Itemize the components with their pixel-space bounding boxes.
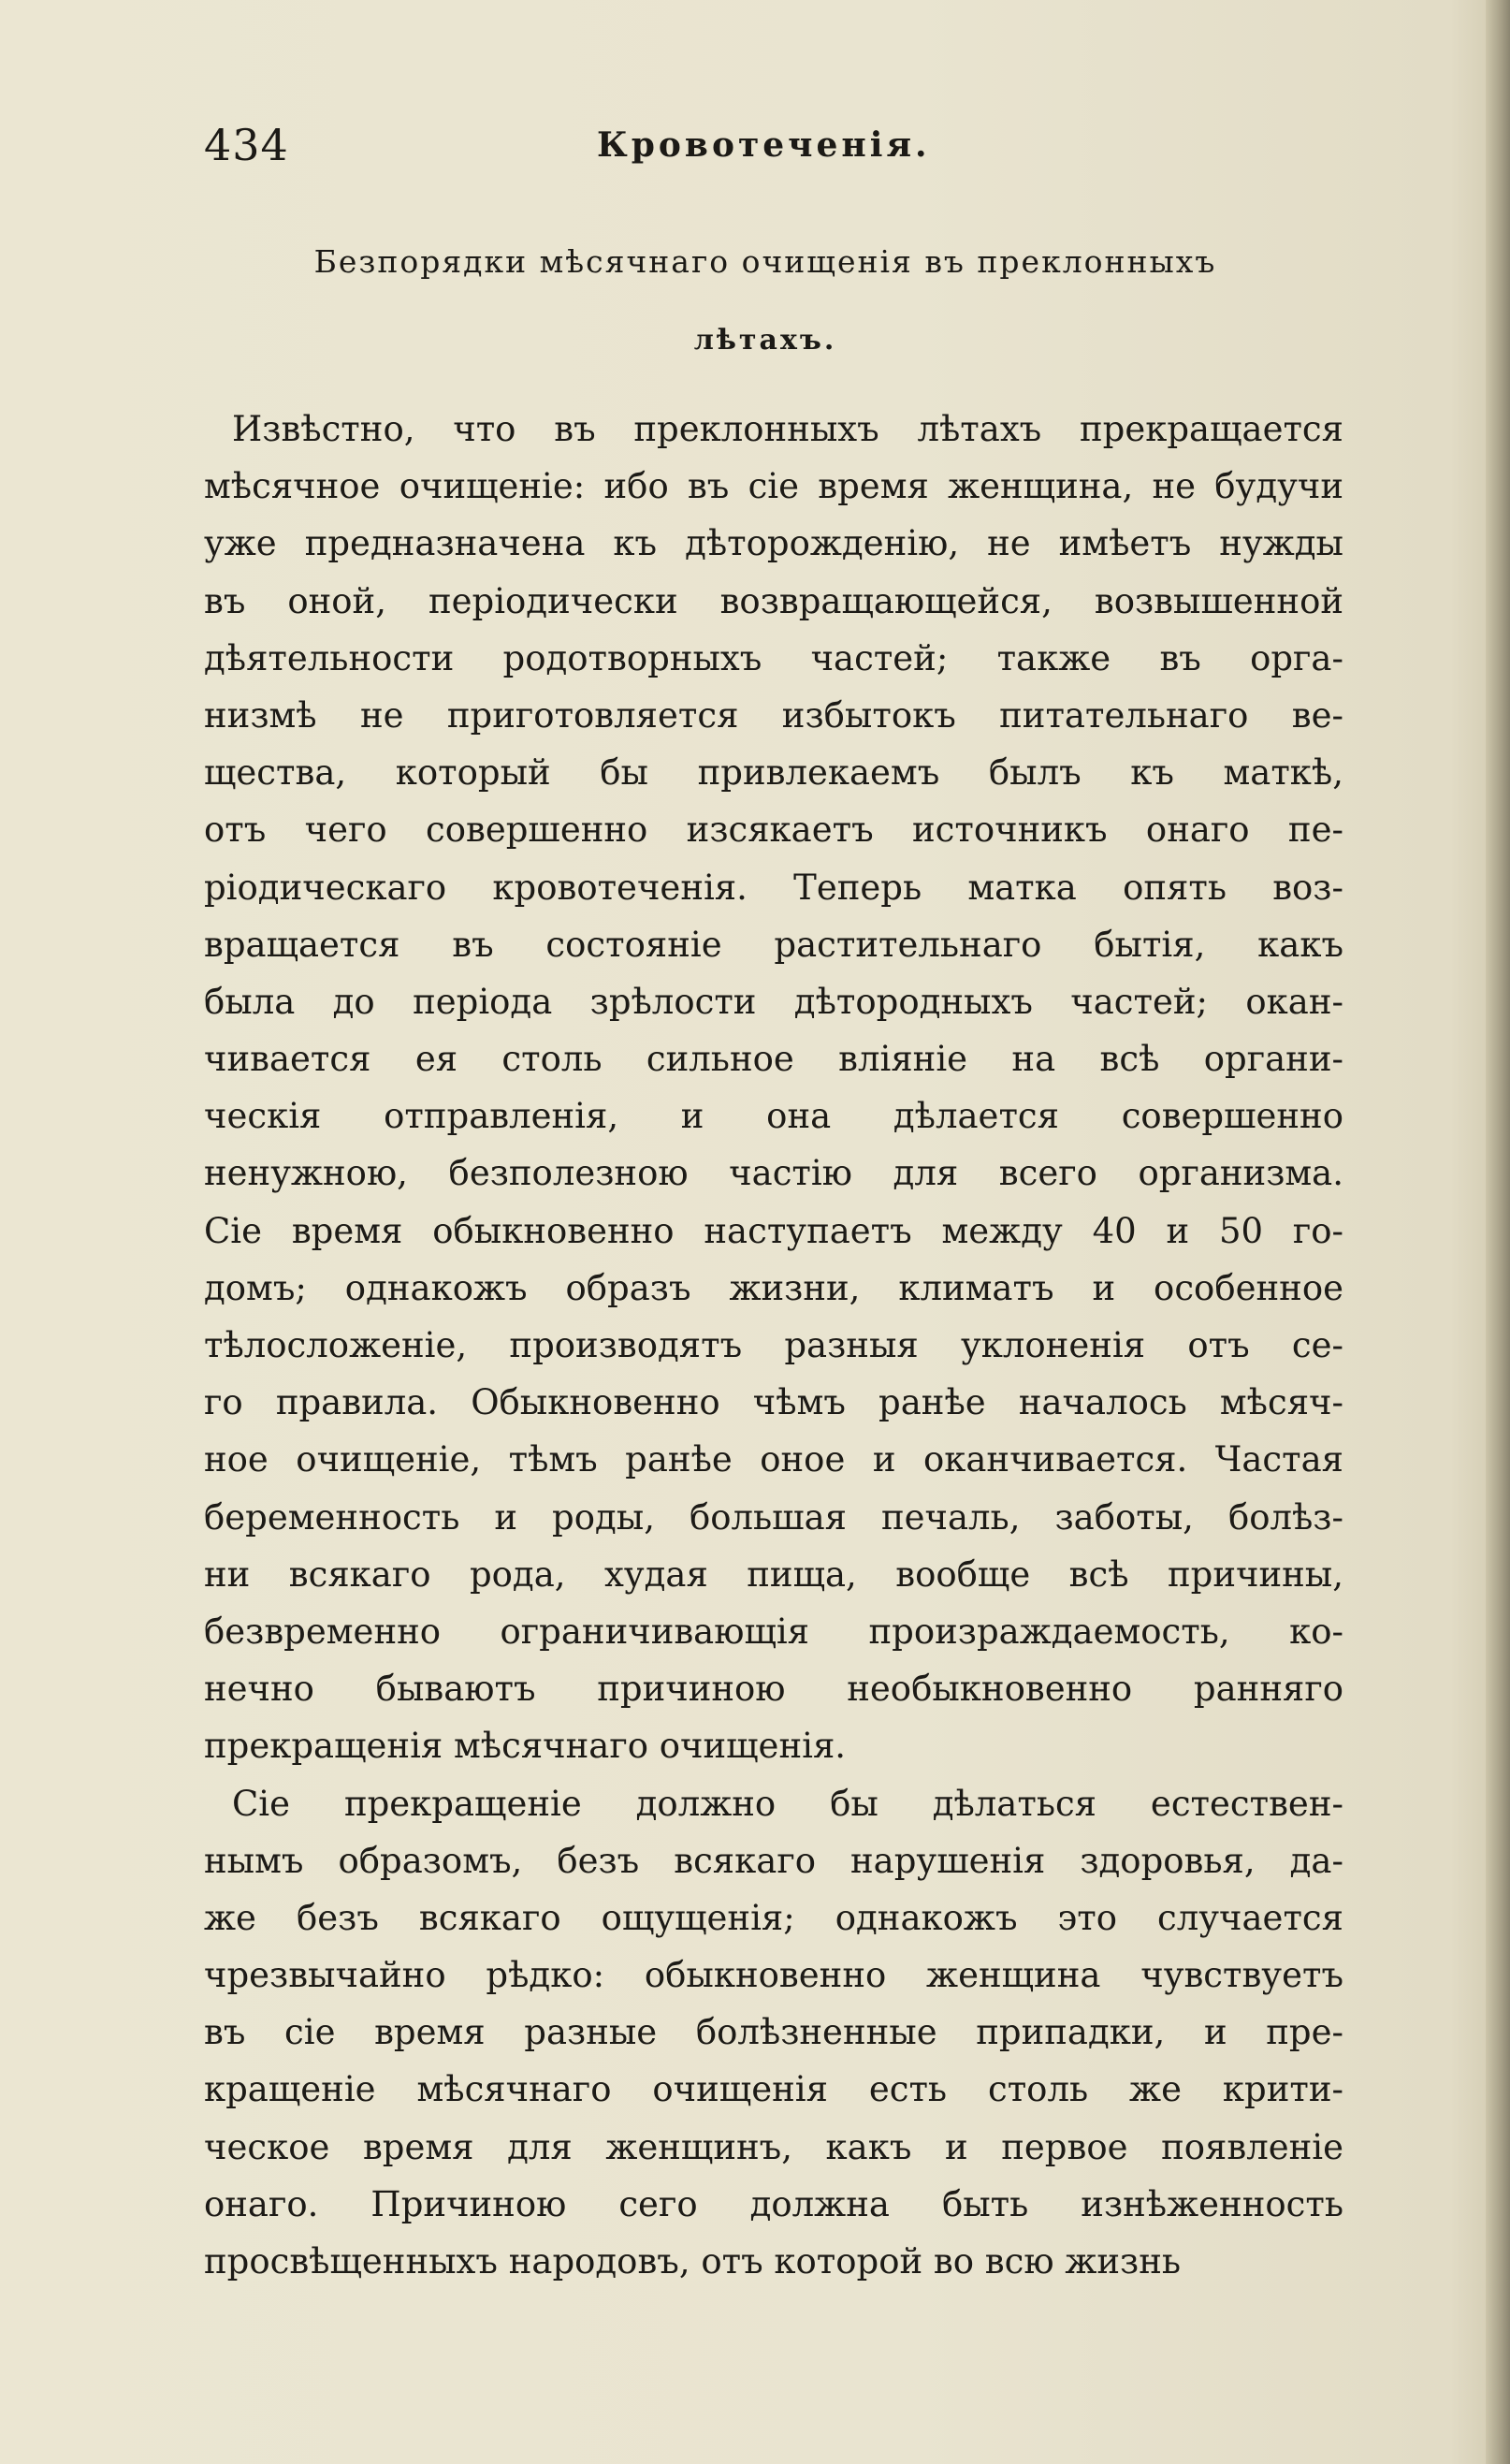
- text-line: беременность и роды, большая печаль, заботы, болѣз-: [204, 1496, 1343, 1538]
- text-line: въ оной, періодически возвращающейся, возвышенной: [204, 580, 1343, 621]
- paragraph: [204, 1775, 1343, 2291]
- section-title: [204, 223, 1327, 380]
- text-line: нечно бываютъ причиною необыкновенно ранняго: [204, 1669, 1343, 1710]
- text-line: домъ; однакожъ образъ жизни, климатъ и особенное: [204, 1267, 1343, 1308]
- text-line: тѣлосложеніе, производятъ разныя уклоненія отъ се-: [204, 1325, 1343, 1365]
- text-line: щества, который бы привлекаемъ былъ къ маткѣ,: [204, 752, 1343, 794]
- running-head: Кровотеченія.: [597, 125, 931, 165]
- text-line: вращается въ состояніе растительнаго бытія, какъ: [204, 924, 1343, 965]
- text-line: ненужною, безполезною частію для всего организма.: [204, 1153, 1343, 1194]
- text-line: ни всякаго рода, худая пища, вообще всѣ причины,: [204, 1553, 1343, 1595]
- text-line: ческое время для женщинъ, какъ и первое появленіе: [204, 2126, 1343, 2167]
- book-spine-edge: [1486, 0, 1510, 2464]
- text-line: кращеніе мѣсячнаго очищенія есть столь же крити-: [204, 2069, 1343, 2110]
- text-line: прекращенія мѣсячнаго очищенія.: [204, 1726, 847, 1767]
- text-line: Сіе прекращеніе должно бы дѣлаться естествен-: [232, 1783, 1343, 1824]
- text-line: Сіе время обыкновенно наступаетъ между 40 и 50 го-: [204, 1210, 1343, 1251]
- text-line: ческія отправленія, и она дѣлается совершенно: [204, 1096, 1343, 1137]
- text-line: дѣятельности родотворныхъ частей; также въ орга-: [204, 637, 1343, 678]
- text-line: Извѣстно, что въ преклонныхъ лѣтахъ прекращается: [232, 409, 1343, 449]
- page-header: [204, 120, 1327, 185]
- text-line: чивается ея столь сильное вліяніе на всѣ органи-: [204, 1039, 1343, 1080]
- text-line: ное очищеніе, тѣмъ ранѣе оное и оканчивается. Частая: [204, 1439, 1343, 1480]
- text-line: просвѣщенныхъ народовъ, отъ которой во всю жизнь: [204, 2241, 1182, 2282]
- text-line: отъ чего совершенно изсякаетъ источникъ онаго пе-: [204, 809, 1343, 851]
- text-line: онаго. Причиною сего должна быть изнѣженность: [204, 2183, 1343, 2224]
- text-line: безвременно ограничивающія произраждаемость, ко-: [204, 1611, 1343, 1652]
- text-line: ріодическаго кровотеченія. Теперь матка опять воз-: [204, 867, 1343, 908]
- page-number: 434: [204, 120, 289, 170]
- text-line: въ сіе время разные болѣзненные припадки, и пре-: [204, 2012, 1343, 2053]
- section-title-line-2: лѣтахъ.: [693, 324, 837, 357]
- text-line: нымъ образомъ, безъ всякаго нарушенія здоровья, да-: [204, 1840, 1343, 1881]
- text-line: была до періода зрѣлости дѣтородныхъ частей; окан-: [204, 981, 1343, 1022]
- text-line: мѣсячное очищеніе: ибо въ сіе время женщина, не будучи: [204, 466, 1343, 507]
- text-line: же безъ всякаго ощущенія; однакожъ это случается: [204, 1897, 1343, 1938]
- paragraph: [204, 401, 1343, 1775]
- text-line: чрезвычайно рѣдко: обыкновенно женщина чувствуетъ: [204, 1955, 1343, 1996]
- text-line: низмѣ не приготовляется избытокъ питательнаго ве-: [204, 694, 1343, 736]
- text-line: го правила. Обыкновенно чѣмъ ранѣе началось мѣсяч-: [204, 1382, 1343, 1423]
- text-line: уже предназначена къ дѣторожденію, не имѣетъ нужды: [204, 523, 1343, 564]
- section-title-line-1: Безпорядки мѣсячнаго очищенія въ преклонныхъ: [313, 243, 1217, 280]
- body-text: [204, 401, 1343, 2290]
